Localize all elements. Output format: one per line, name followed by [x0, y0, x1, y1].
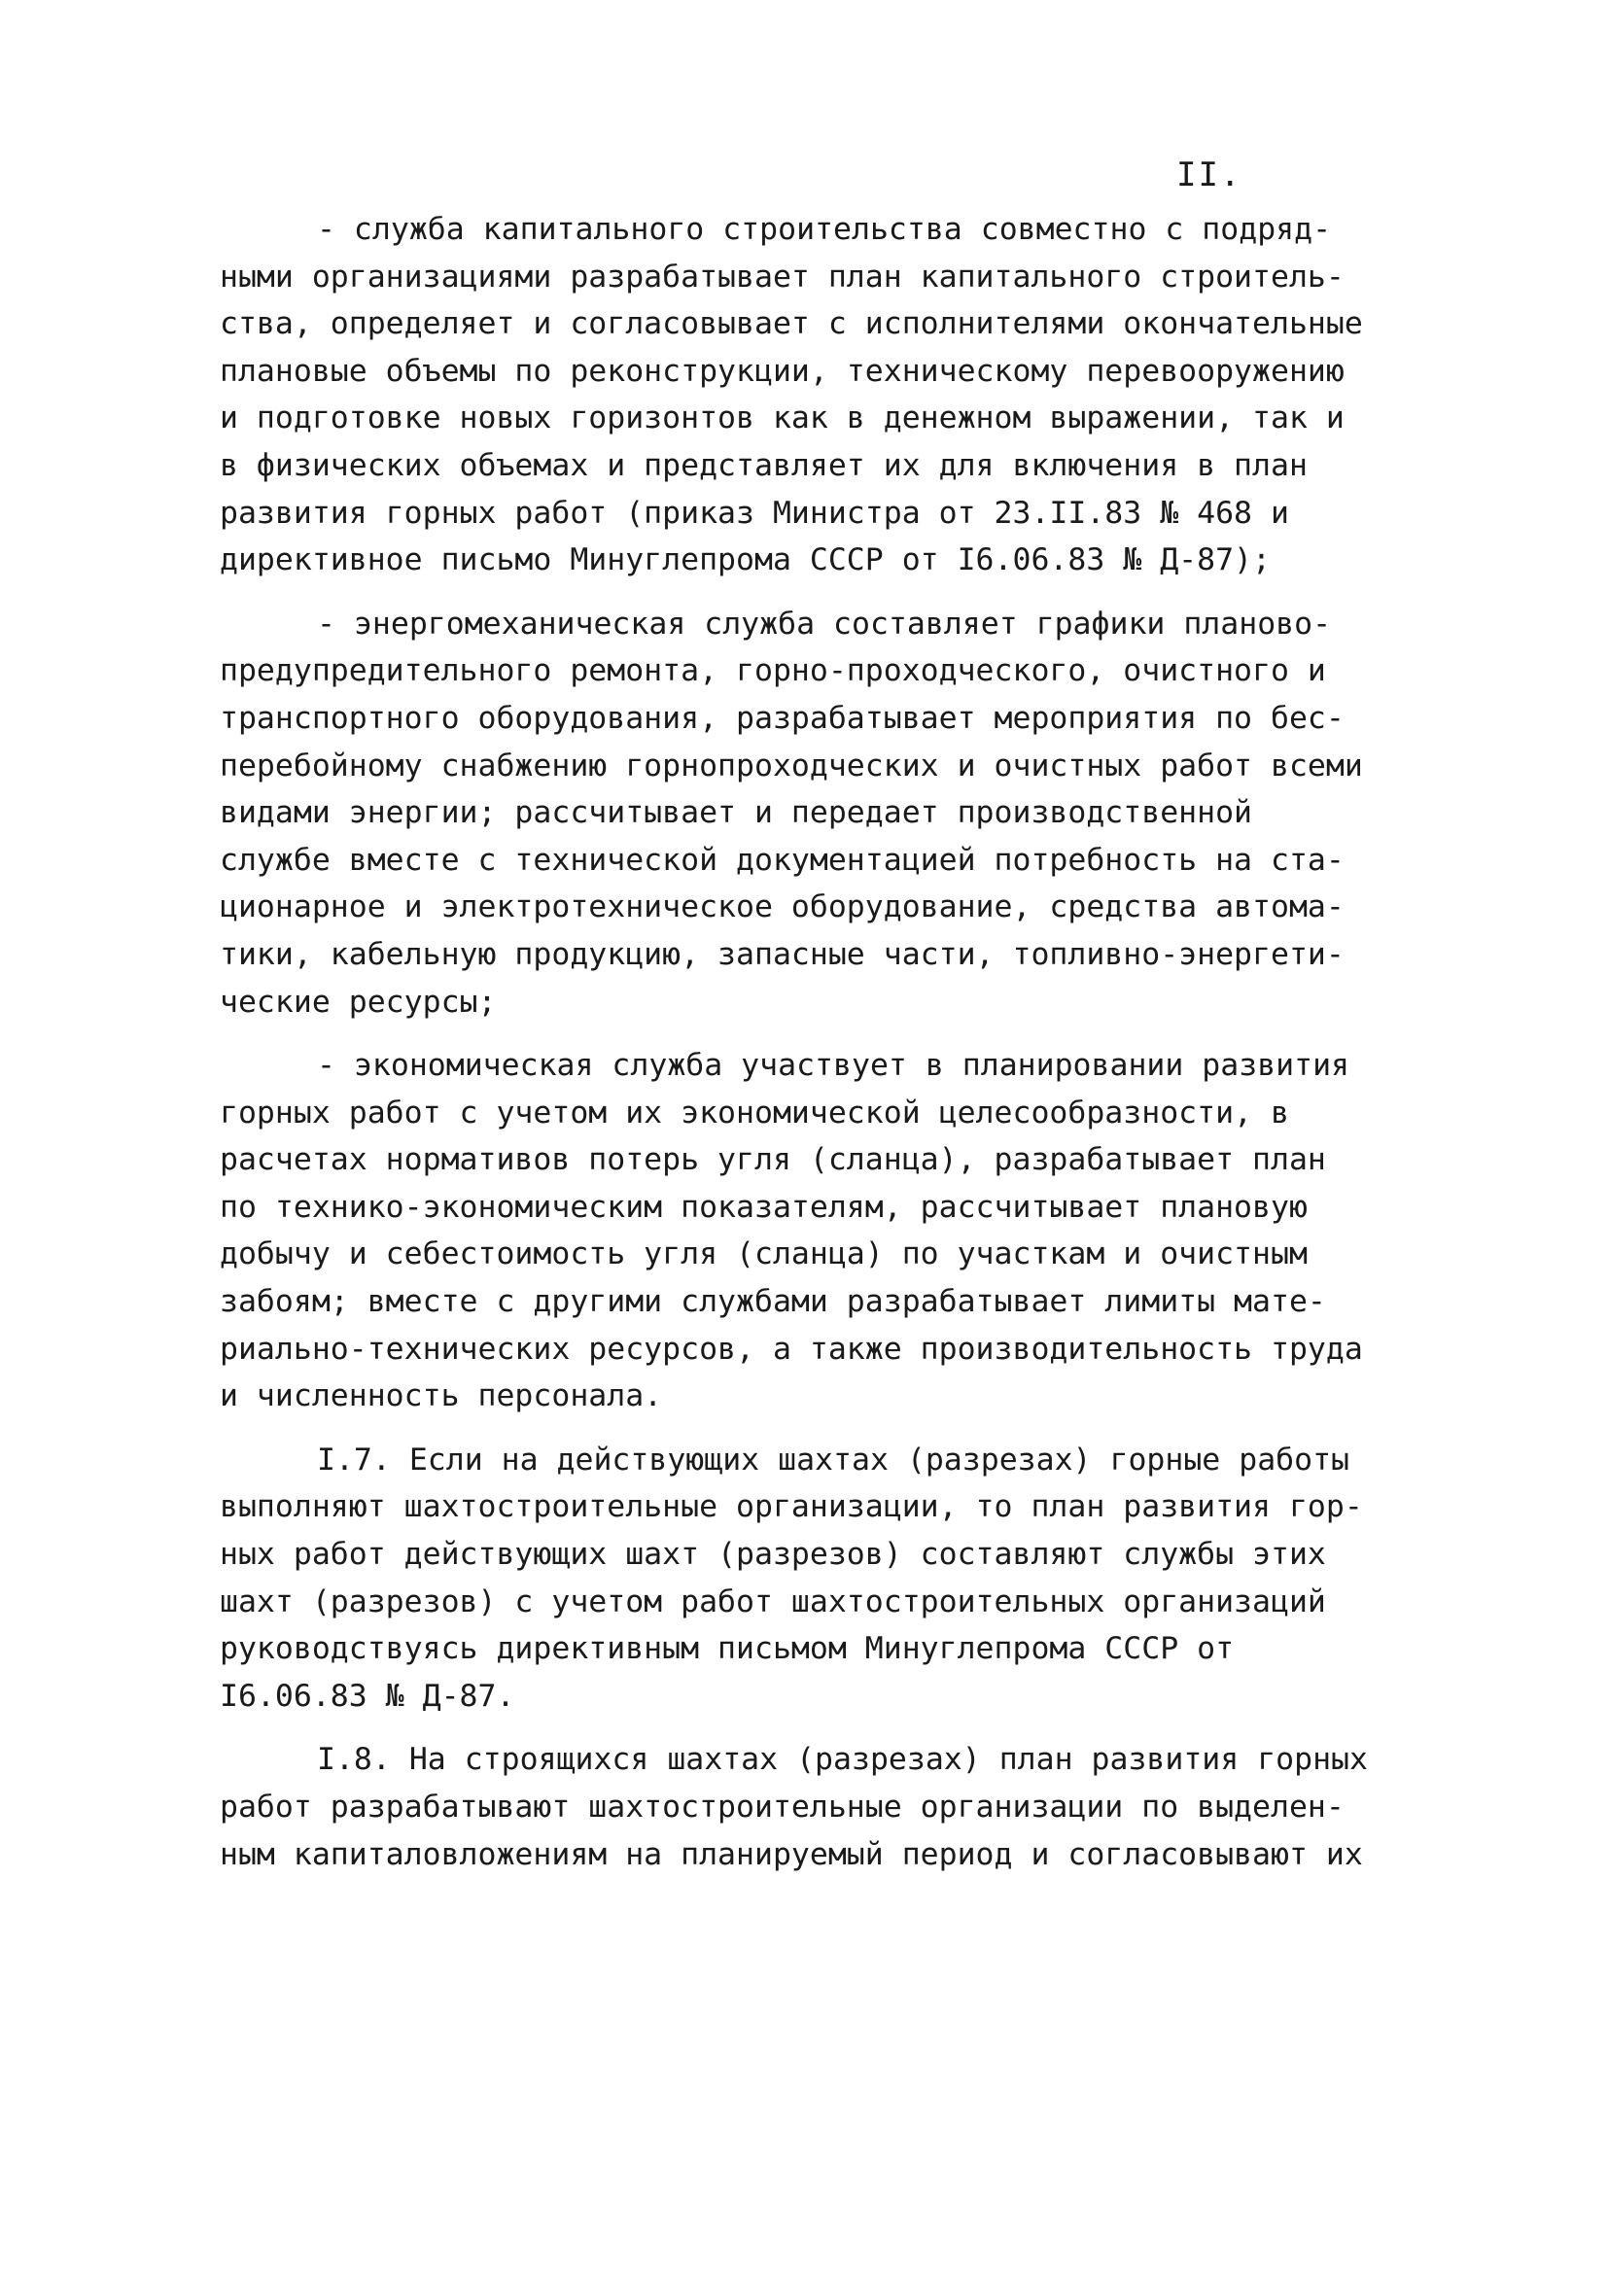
text-line: I.7. Если на действующих шахтах (разрезах) горные работы: [317, 1442, 1350, 1478]
text-line: руководствуясь директивным письмом Минуглепрома СССР от: [220, 1631, 1235, 1667]
text-line: директивное письмо Минуглепрома СССР от I6.06.83 № Д-87);: [220, 542, 1271, 578]
text-line: предупредительного ремонта, горно-проходческого, очистного и: [220, 653, 1326, 689]
text-line: развития горных работ (приказ Министра от 23.II.83 № 468 и: [220, 495, 1289, 531]
text-line: работ разрабатывают шахтостроительные организации по выделен-: [220, 1790, 1345, 1825]
paragraph-spacer: [220, 584, 1421, 601]
clause-1-8: [220, 1736, 1421, 1878]
text-line: расчетах нормативов потерь угля (сланца), разрабатывает план: [220, 1142, 1326, 1178]
text-line: ных работ действующих шахт (разрезов) составляют службы этих: [220, 1537, 1326, 1573]
paragraph-spacer: [220, 1720, 1421, 1736]
clause-1-7: [220, 1437, 1421, 1721]
text-line: I6.06.83 № Д-87.: [220, 1678, 515, 1714]
text-line: выполняют шахтостроительные организации, то план развития гор-: [220, 1489, 1363, 1525]
text-line: видами энергии; рассчитывает и передает производственной: [220, 795, 1253, 831]
paragraph-energy-mechanical: [220, 601, 1421, 1026]
text-line: ческие ресурсы;: [220, 984, 497, 1020]
text-line: ционарное и электротехническое оборудование, средства автома-: [220, 889, 1345, 925]
text-line: тики, кабельную продукцию, запасные части, топливно-энергети-: [220, 936, 1345, 972]
text-line: ства, определяет и согласовывает с исполнителями окончательные: [220, 306, 1363, 342]
text-line: в физических объемах и представляет их для включения в план: [220, 447, 1308, 483]
page-number: II.: [1176, 156, 1242, 194]
text-line: и численность персонала.: [220, 1378, 663, 1414]
text-line: - экономическая служба участвует в планировании развития: [317, 1048, 1350, 1084]
text-line: по технико-экономическим показателям, рассчитывает плановую: [220, 1189, 1308, 1225]
text-line: плановые объемы по реконструкции, техническому перевооружению: [220, 353, 1345, 389]
text-line: риально-технических ресурсов, а также производительность труда: [220, 1331, 1363, 1367]
paragraph-spacer: [220, 1026, 1421, 1042]
text-line: забоям; вместе с другими службами разрабатывает лимиты мате-: [220, 1284, 1326, 1320]
text-line: и подготовке новых горизонтов как в денежном выражении, так и: [220, 400, 1345, 436]
text-line: I.8. На строящихся шахтах (разрезах) план развития горных: [317, 1742, 1368, 1778]
text-line: перебойному снабжению горнопроходческих и очистных работ всеми: [220, 748, 1363, 783]
text-line: добычу и себестоимость угля (сланца) по участкам и очистным: [220, 1236, 1308, 1272]
text-line: горных работ с учетом их экономической целесообразности, в: [220, 1095, 1289, 1131]
text-line: шахт (разрезов) с учетом работ шахтостроительных организаций: [220, 1583, 1326, 1619]
text-line: транспортного оборудования, разрабатывает мероприятия по бес-: [220, 700, 1345, 736]
text-line: ным капиталовложениям на планируемый период и согласовывают их: [220, 1836, 1363, 1872]
paragraph-capital-construction: [220, 206, 1421, 584]
document-body: [220, 206, 1421, 1878]
paragraph-economic: [220, 1042, 1421, 1420]
text-line: - служба капитального строительства совместно с подряд-: [317, 212, 1332, 247]
text-line: ными организациями разрабатывает план капитального строитель-: [220, 259, 1345, 295]
text-line: службе вместе с технической документацией потребность на ста-: [220, 842, 1345, 878]
paragraph-spacer: [220, 1420, 1421, 1437]
text-line: - энергомеханическая служба составляет графики планово-: [317, 606, 1332, 642]
